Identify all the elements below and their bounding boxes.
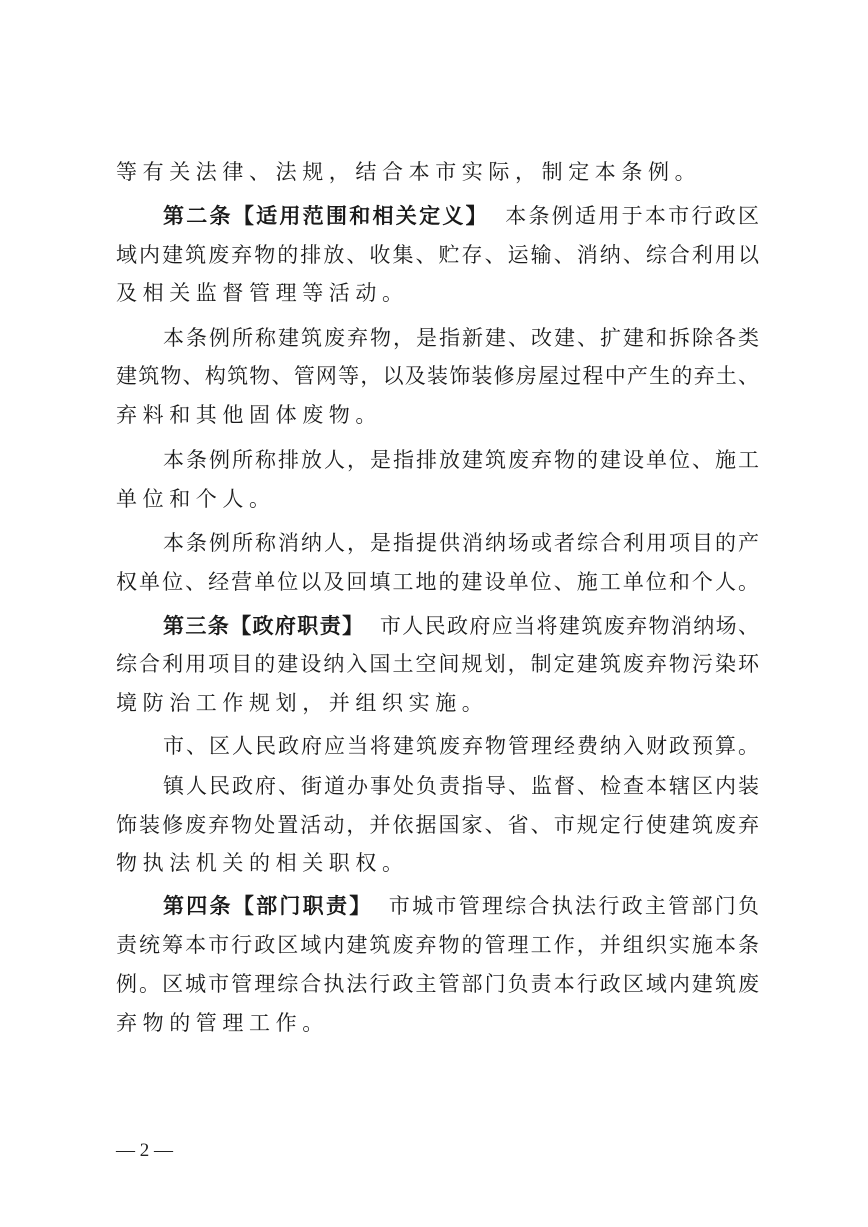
paragraph-line: [116, 400, 759, 430]
paragraph-line: [116, 848, 759, 878]
paragraph-line: [116, 1008, 759, 1038]
article-title: 第二条【适用范围和相关定义】: [163, 204, 489, 228]
line-text: 市、区人民政府应当将建筑废弃物管理经费纳入财政预算。: [163, 734, 759, 758]
article-heading-line: [163, 891, 759, 921]
line-text: 建筑物、构筑物、管网等，以及装饰装修房屋过程中产生的弃土、: [116, 364, 759, 388]
line-text: 饰装修废弃物处置活动，并依据国家、省、市规定行使建筑废弃: [116, 813, 759, 837]
paragraph-line: [163, 445, 759, 475]
paragraph-line: [116, 278, 759, 308]
line-text: 本条例所称消纳人，是指提供消纳场或者综合利用项目的产: [163, 531, 759, 555]
line-text: 物执法机关的相关职权。: [116, 851, 409, 875]
paragraph-line: [116, 688, 759, 718]
page-number: — 2 —: [116, 1140, 173, 1161]
line-text: 境防治工作规划，并组织实施。: [116, 691, 489, 715]
line-text: 及相关监督管理等活动。: [116, 281, 409, 305]
paragraph-line: [116, 649, 759, 679]
paragraph-line: [116, 157, 759, 187]
article-heading-line: [163, 611, 759, 641]
article-heading-line: [163, 201, 759, 231]
paragraph-line: [116, 567, 759, 597]
line-text: 例。区城市管理综合执法行政主管部门负责本行政区域内建筑废: [116, 972, 759, 996]
article-title: 第四条【部门职责】: [163, 894, 373, 918]
line-text: 本条例所称排放人，是指排放建筑废弃物的建设单位、施工: [163, 448, 759, 472]
paragraph-line: [116, 484, 759, 514]
paragraph-line: [116, 969, 759, 999]
paragraph-line: [116, 930, 759, 960]
line-text: 本条例适用于本市行政区: [502, 204, 760, 228]
paragraph-line: [116, 810, 759, 840]
line-text: 域内建筑废弃物的排放、收集、贮存、运输、消纳、综合利用以: [116, 243, 759, 267]
paragraph-line: [163, 771, 759, 801]
line-text: 弃物的管理工作。: [116, 1011, 329, 1035]
line-text: 等有关法律、法规，结合本市实际，制定本条例。: [116, 160, 702, 184]
paragraph-line: [116, 361, 759, 391]
line-text: 市人民政府应当将建筑废弃物消纳场、: [378, 614, 760, 638]
paragraph-line: [163, 528, 759, 558]
line-text: 弃料和其他固体废物。: [116, 403, 382, 427]
article-title: 第三条【政府职责】: [163, 614, 365, 638]
paragraph-line: [116, 240, 759, 270]
line-text: 镇人民政府、街道办事处负责指导、监督、检查本辖区内装: [163, 774, 759, 798]
line-text: 权单位、经营单位以及回填工地的建设单位、施工单位和个人。: [116, 570, 759, 594]
line-text: 单位和个人。: [116, 487, 276, 511]
line-text: 本条例所称建筑废弃物，是指新建、改建、扩建和拆除各类: [163, 326, 759, 350]
line-text: 市城市管理综合执法行政主管部门负: [386, 894, 760, 918]
line-text: 责统筹本市行政区域内建筑废弃物的管理工作，并组织实施本条: [116, 933, 759, 957]
line-text: 综合利用项目的建设纳入国土空间规划，制定建筑废弃物污染环: [116, 652, 759, 676]
paragraph-line: [163, 731, 759, 761]
paragraph-line: [163, 323, 759, 353]
